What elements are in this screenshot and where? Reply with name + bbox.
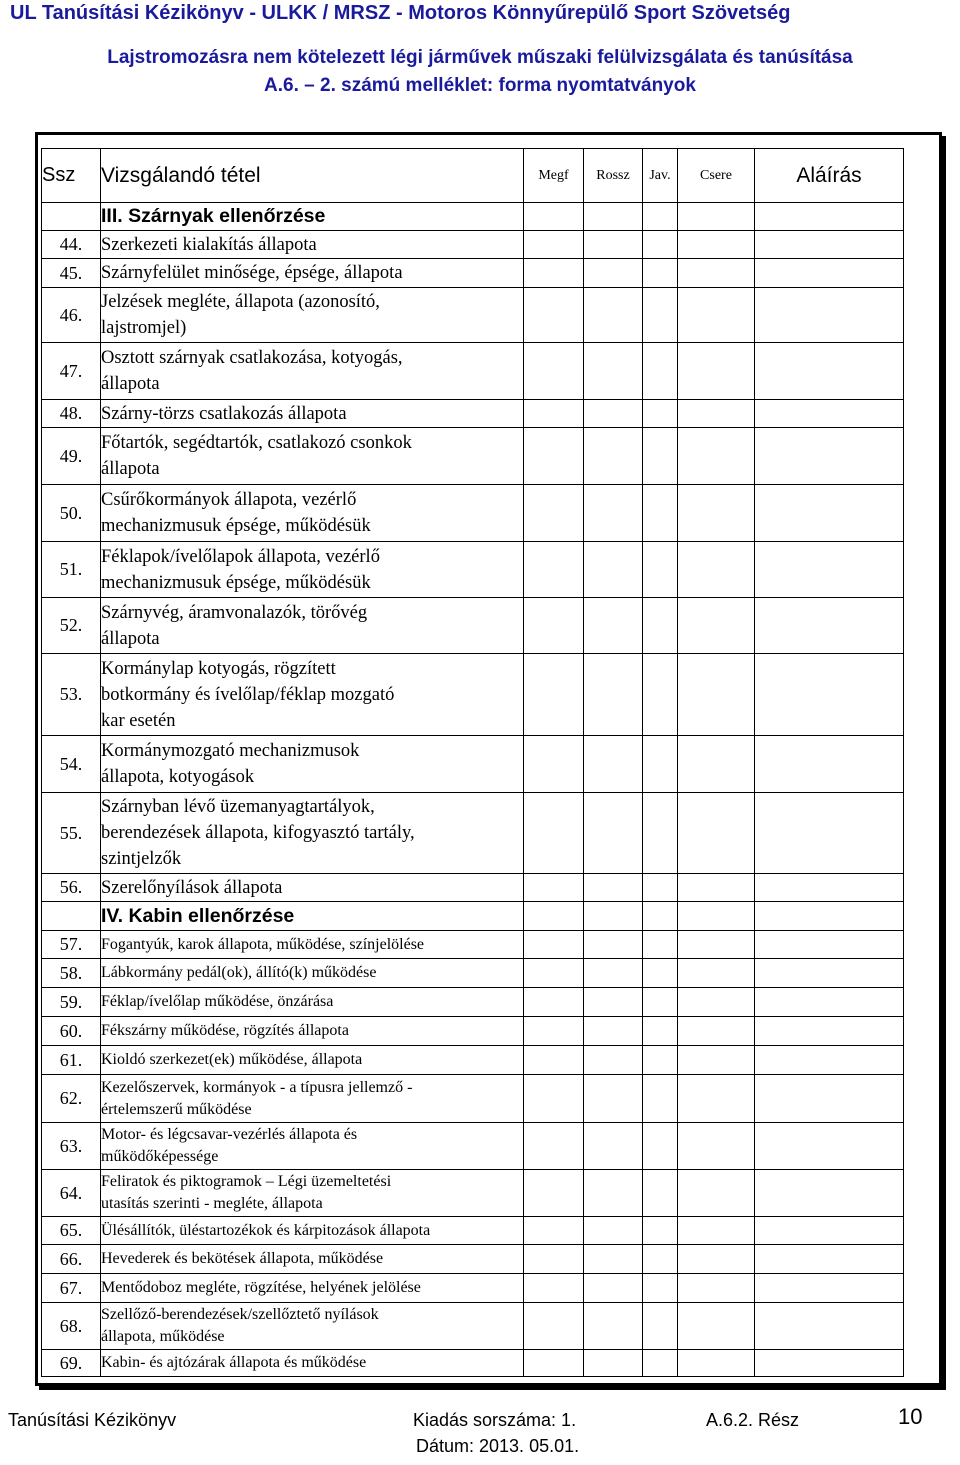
jav-cell[interactable] [643, 343, 678, 400]
inspection-table [41, 148, 904, 1377]
csere-cell[interactable] [678, 288, 755, 343]
csere-cell[interactable] [678, 1017, 755, 1046]
csere-cell[interactable] [678, 259, 755, 288]
table-row [42, 1017, 904, 1046]
table-row [42, 485, 904, 542]
table-row [42, 654, 904, 736]
signature-cell[interactable] [755, 793, 904, 874]
rossz-cell[interactable] [584, 874, 643, 902]
rossz-cell[interactable] [584, 485, 643, 542]
column-header-ssz: Ssz [42, 149, 101, 203]
megf-cell[interactable] [524, 1303, 584, 1350]
rossz-cell[interactable] [584, 343, 643, 400]
item-line: Kioldó szerkezet(ek) működése, állapota [101, 1051, 363, 1068]
signature-cell[interactable] [755, 542, 904, 598]
csere-cell[interactable] [678, 988, 755, 1017]
row-number: 59. [42, 988, 101, 1017]
rossz-cell[interactable] [584, 288, 643, 343]
rossz-cell[interactable] [584, 1123, 643, 1170]
item-line: botkormány és ívelőlap/féklap mozgató [101, 684, 395, 705]
item-line: Csűrőkormányok állapota, vezérlő [101, 490, 357, 510]
row-number: 63. [42, 1123, 101, 1170]
column-header-megf: Megf [524, 149, 584, 203]
megf-cell[interactable] [524, 793, 584, 874]
megf-cell[interactable] [524, 485, 584, 542]
item-line: állapota [101, 628, 160, 649]
megf-cell[interactable] [524, 931, 584, 959]
table-body [42, 203, 904, 1377]
item-line: mechanizmusuk épsége, működésük [101, 572, 371, 593]
jav-cell[interactable] [643, 259, 678, 288]
item-line: Féklap/ívelőlap működése, önzárása [101, 993, 334, 1010]
row-number: 65. [42, 1217, 101, 1245]
signature-cell[interactable] [755, 959, 904, 988]
item-description [101, 1017, 524, 1046]
csere-cell[interactable] [678, 1170, 755, 1217]
rossz-cell[interactable] [584, 203, 643, 231]
jav-cell[interactable] [643, 874, 678, 902]
megf-cell[interactable] [524, 902, 584, 931]
jav-cell[interactable] [643, 1046, 678, 1075]
item-line: állapota [101, 374, 160, 394]
megf-cell[interactable] [524, 203, 584, 231]
jav-cell[interactable] [643, 1170, 678, 1217]
row-number: 48. [42, 400, 101, 428]
row-number [42, 902, 101, 931]
jav-cell[interactable] [643, 1274, 678, 1303]
csere-cell[interactable] [678, 1303, 755, 1350]
jav-cell[interactable] [643, 988, 678, 1017]
csere-cell[interactable] [678, 428, 755, 485]
footer-date: Dátum: 2013. 05.01. [416, 1436, 580, 1456]
signature-cell[interactable] [755, 1350, 904, 1377]
item-line: Lábkormány pedál(ok), állító(k) működése [101, 964, 377, 981]
item-description [101, 598, 524, 654]
item-line: Főtartók, segédtartók, csatlakozó csonkok [101, 433, 412, 453]
jav-cell[interactable] [643, 231, 678, 259]
item-line: Fogantyúk, karok állapota, működése, színjelölése [101, 935, 425, 953]
item-line: Osztott szárnyak csatlakozása, kotyogás, [101, 348, 403, 368]
megf-cell[interactable] [524, 1123, 584, 1170]
rossz-cell[interactable] [584, 542, 643, 598]
column-header-rossz: Rossz [584, 149, 643, 203]
table-row [42, 1217, 904, 1245]
rossz-cell[interactable] [584, 1017, 643, 1046]
item-line: Hevederek és bekötések állapota, működése [101, 1250, 384, 1267]
signature-cell[interactable] [755, 988, 904, 1017]
signature-cell[interactable] [755, 1274, 904, 1303]
section-title: IV. Kabin ellenőrzése [101, 902, 524, 931]
section-row [42, 203, 904, 231]
table-row [42, 959, 904, 988]
row-number [42, 203, 101, 231]
signature-cell[interactable] [755, 874, 904, 902]
row-number: 46. [42, 288, 101, 343]
jav-cell[interactable] [643, 931, 678, 959]
item-line: mechanizmusuk épsége, működésük [101, 516, 371, 536]
table-row [42, 793, 904, 874]
table-row [42, 343, 904, 400]
item-description [101, 988, 524, 1017]
megf-cell[interactable] [524, 1350, 584, 1377]
item-description [101, 1170, 524, 1217]
megf-cell[interactable] [524, 1274, 584, 1303]
csere-cell[interactable] [678, 1350, 755, 1377]
footer-page-number: 10 [898, 1404, 923, 1429]
jav-cell[interactable] [643, 485, 678, 542]
item-line: szintjelzők [101, 849, 182, 869]
section-row [42, 902, 904, 931]
csere-cell[interactable] [678, 542, 755, 598]
document-annex-title: A.6. – 2. számú melléklet: forma nyomtatványok [264, 75, 696, 96]
item-description [101, 1245, 524, 1274]
megf-cell[interactable] [524, 428, 584, 485]
table-row [42, 1350, 904, 1377]
item-description [101, 1303, 524, 1350]
csere-cell[interactable] [678, 343, 755, 400]
csere-cell[interactable] [678, 485, 755, 542]
item-line: berendezések állapota, kifogyasztó tartály, [101, 823, 415, 843]
megf-cell[interactable] [524, 1017, 584, 1046]
item-line: Kormánymozgató mechanizmusok [101, 741, 360, 761]
table-row [42, 931, 904, 959]
column-header-item: Vizsgálandó tétel [101, 149, 524, 203]
rossz-cell[interactable] [584, 1170, 643, 1217]
row-number: 47. [42, 343, 101, 400]
item-line: Szárnyfelület minősége, épsége, állapota [101, 263, 403, 283]
signature-cell[interactable] [755, 931, 904, 959]
item-line: állapota, működése [101, 1328, 225, 1345]
table-row [42, 231, 904, 259]
rossz-cell[interactable] [584, 902, 643, 931]
signature-cell[interactable] [755, 1046, 904, 1075]
row-number: 53. [42, 654, 101, 736]
megf-cell[interactable] [524, 959, 584, 988]
item-line: Mentődoboz megléte, rögzítése, helyének jelölése [101, 1279, 421, 1296]
csere-cell[interactable] [678, 736, 755, 793]
item-line: Szerelőnyílások állapota [101, 877, 283, 898]
jav-cell[interactable] [643, 902, 678, 931]
signature-cell[interactable] [755, 736, 904, 793]
row-number: 49. [42, 428, 101, 485]
item-description [101, 343, 524, 400]
table-row [42, 1274, 904, 1303]
megf-cell[interactable] [524, 988, 584, 1017]
signature-cell[interactable] [755, 1017, 904, 1046]
row-number: 66. [42, 1245, 101, 1274]
jav-cell[interactable] [643, 1217, 678, 1245]
csere-cell[interactable] [678, 1245, 755, 1274]
signature-cell[interactable] [755, 343, 904, 400]
row-number: 62. [42, 1075, 101, 1123]
csere-cell[interactable] [678, 931, 755, 959]
item-line: Kormánylap kotyogás, rögzített [101, 658, 336, 679]
megf-cell[interactable] [524, 542, 584, 598]
rossz-cell[interactable] [584, 654, 643, 736]
table-row [42, 988, 904, 1017]
table-row [42, 874, 904, 902]
signature-cell[interactable] [755, 1123, 904, 1170]
table-row [42, 1170, 904, 1217]
jav-cell[interactable] [643, 654, 678, 736]
document-subtitle: Lajstromozásra nem kötelezett légi járművek műszaki felülvizsgálata és tanúsítása [107, 47, 853, 68]
rossz-cell[interactable] [584, 1350, 643, 1377]
row-number: 45. [42, 259, 101, 288]
item-description [101, 428, 524, 485]
item-description [101, 1046, 524, 1075]
signature-cell[interactable] [755, 428, 904, 485]
megf-cell[interactable] [524, 736, 584, 793]
rossz-cell[interactable] [584, 598, 643, 654]
table-row [42, 1245, 904, 1274]
megf-cell[interactable] [524, 343, 584, 400]
megf-cell[interactable] [524, 1170, 584, 1217]
rossz-cell[interactable] [584, 1245, 643, 1274]
row-number: 57. [42, 931, 101, 959]
megf-cell[interactable] [524, 874, 584, 902]
row-number: 69. [42, 1350, 101, 1377]
table-row [42, 542, 904, 598]
item-description [101, 1217, 524, 1245]
item-line: Motor- és légcsavar-vezérlés állapota és [101, 1126, 358, 1143]
jav-cell[interactable] [643, 1350, 678, 1377]
csere-cell[interactable] [678, 203, 755, 231]
csere-cell[interactable] [678, 1123, 755, 1170]
item-line: Szárnyvég, áramvonalazók, törővég [101, 602, 368, 623]
item-description [101, 654, 524, 736]
rossz-cell[interactable] [584, 736, 643, 793]
jav-cell[interactable] [643, 959, 678, 988]
item-description [101, 1274, 524, 1303]
column-header-signature: Aláírás [755, 149, 904, 203]
item-line: utasítás szerinti - megléte, állapota [101, 1195, 323, 1212]
jav-cell[interactable] [643, 542, 678, 598]
jav-cell[interactable] [643, 1075, 678, 1123]
signature-cell[interactable] [755, 1075, 904, 1123]
table-row [42, 1303, 904, 1350]
item-line: kar esetén [101, 710, 176, 731]
row-number: 52. [42, 598, 101, 654]
csere-cell[interactable] [678, 874, 755, 902]
item-description [101, 793, 524, 874]
item-line: Szárnyban lévő üzemanyagtartályok, [101, 797, 375, 817]
csere-cell[interactable] [678, 598, 755, 654]
table-row [42, 288, 904, 343]
table-row [42, 1046, 904, 1075]
megf-cell[interactable] [524, 1217, 584, 1245]
footer-manual-name: Tanúsítási Kézikönyv [8, 1410, 177, 1430]
csere-cell[interactable] [678, 654, 755, 736]
rossz-cell[interactable] [584, 1046, 643, 1075]
csere-cell[interactable] [678, 1217, 755, 1245]
item-line: Kezelőszervek, kormányok - a típusra jellemző - [101, 1078, 413, 1096]
jav-cell[interactable] [643, 288, 678, 343]
signature-cell[interactable] [755, 1170, 904, 1217]
rossz-cell[interactable] [584, 988, 643, 1017]
jav-cell[interactable] [643, 736, 678, 793]
signature-cell[interactable] [755, 654, 904, 736]
megf-cell[interactable] [524, 654, 584, 736]
item-description [101, 400, 524, 428]
rossz-cell[interactable] [584, 1217, 643, 1245]
item-line: Jelzések megléte, állapota (azonosító, [101, 292, 380, 312]
megf-cell[interactable] [524, 231, 584, 259]
item-line: értelemszerű működése [101, 1100, 252, 1118]
table-row [42, 259, 904, 288]
megf-cell[interactable] [524, 1075, 584, 1123]
table-row [42, 736, 904, 793]
table-row [42, 400, 904, 428]
jav-cell[interactable] [643, 428, 678, 485]
csere-cell[interactable] [678, 1274, 755, 1303]
signature-cell[interactable] [755, 902, 904, 931]
rossz-cell[interactable] [584, 959, 643, 988]
item-line: működőképessége [101, 1148, 219, 1165]
csere-cell[interactable] [678, 400, 755, 428]
signature-cell[interactable] [755, 485, 904, 542]
row-number: 68. [42, 1303, 101, 1350]
item-line: Kabin- és ajtózárak állapota és működése [101, 1354, 367, 1371]
item-description [101, 485, 524, 542]
footer-part: A.6.2. Rész [706, 1410, 800, 1430]
jav-cell[interactable] [643, 203, 678, 231]
item-description [101, 874, 524, 902]
row-number: 64. [42, 1170, 101, 1217]
megf-cell[interactable] [524, 400, 584, 428]
csere-cell[interactable] [678, 1075, 755, 1123]
jav-cell[interactable] [643, 1303, 678, 1350]
item-description [101, 931, 524, 959]
rossz-cell[interactable] [584, 400, 643, 428]
table-row [42, 1123, 904, 1170]
signature-cell[interactable] [755, 231, 904, 259]
rossz-cell[interactable] [584, 259, 643, 288]
rossz-cell[interactable] [584, 793, 643, 874]
row-number: 56. [42, 874, 101, 902]
item-line: lajstromjel) [101, 318, 187, 338]
jav-cell[interactable] [643, 1123, 678, 1170]
megf-cell[interactable] [524, 288, 584, 343]
csere-cell[interactable] [678, 231, 755, 259]
item-description [101, 1123, 524, 1170]
row-number: 58. [42, 959, 101, 988]
row-number: 55. [42, 793, 101, 874]
rossz-cell[interactable] [584, 1303, 643, 1350]
footer-issue-number: Kiadás sorszáma: 1. [413, 1410, 577, 1430]
csere-cell[interactable] [678, 793, 755, 874]
csere-cell[interactable] [678, 902, 755, 931]
item-line: Feliratok és piktogramok – Légi üzemeltetési [101, 1173, 392, 1190]
row-number: 67. [42, 1274, 101, 1303]
item-description [101, 542, 524, 598]
megf-cell[interactable] [524, 1245, 584, 1274]
row-number: 60. [42, 1017, 101, 1046]
table-row [42, 598, 904, 654]
jav-cell[interactable] [643, 793, 678, 874]
item-description [101, 1350, 524, 1377]
item-description [101, 259, 524, 288]
item-description [101, 288, 524, 343]
rossz-cell[interactable] [584, 931, 643, 959]
document-header-title: UL Tanúsítási Kézikönyv - ULKK / MRSZ - Motoros Könnyűrepülő Sport Szövetség [10, 2, 791, 24]
item-description [101, 736, 524, 793]
item-line: Szárny-törzs csatlakozás állapota [101, 403, 347, 424]
item-line: állapota, kotyogások [101, 767, 255, 787]
signature-cell[interactable] [755, 288, 904, 343]
item-description [101, 231, 524, 259]
row-number: 51. [42, 542, 101, 598]
jav-cell[interactable] [643, 400, 678, 428]
megf-cell[interactable] [524, 598, 584, 654]
signature-cell[interactable] [755, 400, 904, 428]
csere-cell[interactable] [678, 1046, 755, 1075]
jav-cell[interactable] [643, 598, 678, 654]
table-header-row [42, 149, 904, 203]
jav-cell[interactable] [643, 1017, 678, 1046]
row-number: 44. [42, 231, 101, 259]
item-description [101, 1075, 524, 1123]
item-line: állapota [101, 459, 160, 479]
table-row [42, 1075, 904, 1123]
column-header-jav: Jav. [643, 149, 678, 203]
table-row [42, 428, 904, 485]
rossz-cell[interactable] [584, 231, 643, 259]
row-number: 54. [42, 736, 101, 793]
rossz-cell[interactable] [584, 1274, 643, 1303]
item-line: Fékszárny működése, rögzítés állapota [101, 1022, 349, 1039]
megf-cell[interactable] [524, 1046, 584, 1075]
item-description [101, 959, 524, 988]
csere-cell[interactable] [678, 959, 755, 988]
signature-cell[interactable] [755, 1217, 904, 1245]
rossz-cell[interactable] [584, 428, 643, 485]
signature-cell[interactable] [755, 1245, 904, 1274]
signature-cell[interactable] [755, 259, 904, 288]
jav-cell[interactable] [643, 1245, 678, 1274]
item-line: Szellőző-berendezések/szellőztető nyílások [101, 1306, 379, 1323]
signature-cell[interactable] [755, 1303, 904, 1350]
megf-cell[interactable] [524, 259, 584, 288]
item-line: Féklapok/ívelőlapok állapota, vezérlő [101, 546, 380, 567]
item-line: Ülésállítók, üléstartozékok és kárpitozások állapota [101, 1221, 431, 1239]
rossz-cell[interactable] [584, 1075, 643, 1123]
column-header-csere: Csere [678, 149, 755, 203]
signature-cell[interactable] [755, 203, 904, 231]
item-line: Szerkezeti kialakítás állapota [101, 234, 317, 255]
row-number: 50. [42, 485, 101, 542]
row-number: 61. [42, 1046, 101, 1075]
signature-cell[interactable] [755, 598, 904, 654]
section-title: III. Szárnyak ellenőrzése [101, 203, 524, 231]
